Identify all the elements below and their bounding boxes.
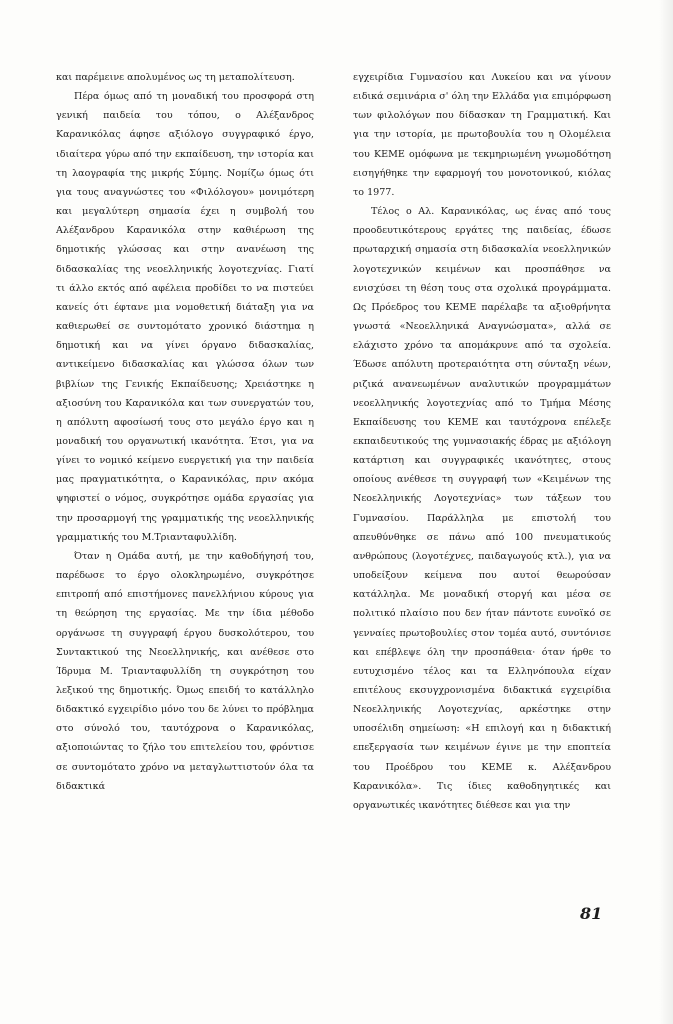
page-number: 81 bbox=[580, 904, 603, 923]
paragraph: και παρέμεινε απολυμένος ως τη μεταπολίτευση. bbox=[56, 72, 295, 83]
right-text-column bbox=[353, 68, 611, 815]
page-edge-shadow bbox=[659, 0, 673, 1024]
paragraph: εγχειρίδια Γυμνασίου και Λυκείου και να γίνουν ειδικά σεμινάρια σ' όλη την Ελλάδα για επιμόρφωση των φιλολόγων που δίδασκαν τη Γραμματική. Και για την ιστορία, με πρωτοβουλία του η Ολομέλεια του ΚΕΜΕ ομόφωνα με τεκμηριωμένη γνωμοδότηση εισηγήθηκε την εφαρμογή του μονοτονικού, κιόλας το 1977. bbox=[353, 72, 611, 198]
left-text-column bbox=[56, 68, 314, 796]
paragraph: Όταν η Ομάδα αυτή, με την καθοδήγησή του, παρέδωσε το έργο ολοκληρωμένο, συγκρότησε επιτροπή από επιστήμονες πανελλήνιου κύρους για τη θεώρηση της εργασίας. Με την ίδια μέθοδο οργάνωσε τη συγγραφή έργου δυσκολότερου, του Συντακτικού της Νεοελληνικής, και ανέθεσε στο Ίδρυμα Μ. Τριανταφυλλίδη τη συγκρότηση του λεξικού της δημοτικής. Όμως επειδή το κατάλληλο διδακτικό εγχειρίδιο μόνο του δε λύνει το πρόβλημα στο σύνολό του, ταυτόχρονα ο Καρανικόλας, αξιοποιώντας το ζήλο του επιτελείου του, φρόντισε σε συντομότατο χρόνο να μεταγλωττιστούν όλα τα διδακτικά bbox=[56, 550, 314, 792]
paragraph: Πέρα όμως από τη μοναδική του προσφορά στη γενική παιδεία του τόπου, ο Αλέξανδρος Καρανικόλας άφησε αξιόλογο συγγραφικό έργο, ιδιαίτερα γύρω από την εκπαίδευση, την ιστορία και τη λαογραφία της μικρής Σύμης. Νομίζω όμως ότι για τους αναγνώστες του «Φιλόλογου» μονιμότερη και μεγαλύτερη σημασία έχει η συμβολή του Αλέξανδρου Καρανικόλα στην καθιέρωση της δημοτικής γλώσσας και στην ανανέωση της διδασκαλίας της νεοελληνικής λογοτεχνίας. Γιατί τι άλλο εκτός από αφέλεια προδίδει το να πιστεύει κανείς ότι έφτανε μια νομοθετική διάταξη για να καθιερωθεί σε συντομότατο χρονικό διάστημα η δημοτική και να γίνει όργανο διδασκαλίας, αντικείμενο διδασκαλίας και γλώσσα όλων των βιβλίων της Γενικής Εκπαίδευσης; Χρειάστηκε η αξιοσύνη του Καρανικόλα και των συνεργατών του, η απόλυτη αφοσίωσή τους στο μεγάλο έργο και η μοναδική του οργανωτική ικανότητα. Έτσι, για να γίνει το νομικό κείμενο ευεργετική για την παιδεία μας πραγματικότητα, ο Καρανικόλας, πριν ακόμα ψηφιστεί ο νόμος, συγκρότησε ομάδα εργασίας για την προσαρμογή της γραμματικής της νεοελληνικής γραμματικής του Μ.Τριανταφυλλίδη. bbox=[56, 91, 314, 543]
paragraph: Τέλος ο Αλ. Καρανικόλας, ως ένας από τους προοδευτικότερους εργάτες της παιδείας, έδωσε πρωταρχική σημασία στη διδασκαλία νεοελληνικών λογοτεχνικών κειμένων και προσπάθησε να ενισχύσει τη θέση τους στα σχολικά προγράμματα. Ως Πρόεδρος του ΚΕΜΕ παρέλαβε τα αξιοθρήνητα γνωστά «Νεοελληνικά Αναγνώσματα», αλλά σε ελάχιστο χρόνο τα απομάκρυνε από τα σχολεία. Έδωσε απόλυτη προτεραιότητα στη σύνταξη νέων, ριζικά ανανεωμένων αναλυτικών προγραμμάτων νεοελληνικής λογοτεχνίας από το Τμήμα Μέσης Εκπαίδευσης του ΚΕΜΕ και ταυτόχρονα επέλεξε εκπαιδευτικούς της γυμνασιακής έδρας με αξιόλογη κατάρτιση και συγγραφικές ικανότητες, στους οποίους ανέθεσε τη συγγραφή των «Κειμένων της Νεοελληνικής Λογοτεχνίας» των τάξεων του Γυμνασίου. Παράλληλα με επιστολή του απευθύνθηκε σε πάνω από 100 πνευματικούς ανθρώπους (λογοτέχνες, παιδαγωγούς κτλ.), για να υποδείξουν κείμενα που αυτοί θεωρούσαν κατάλληλα. Με μοναδική στοργή και μέσα σε πολιτικό πλαίσιο που δεν ήταν πάντοτε ευνοϊκό σε γενναίες πρωτοβουλίες στον τομέα αυτό, συντόνισε και επέβλεψε όλη την προσπάθεια· όταν ήρθε το ευτυχισμένο τέλος και τα Ελληνόπουλα είχαν επιτέλους εκσυγχρονισμένα διδακτικά εγχειρίδια Νεοελληνικής Λογοτεχνίας, αρκέστηκε στην υποσέλιδη σημείωση: «Η επιλογή και η διδακτική επεξεργασία των κειμένων έγινε με την εποπτεία του Προέδρου του ΚΕΜΕ κ. Αλέξανδρου Καρανικόλα». Τις ίδιες καθοδηγητικές και οργανωτικές ικανότητες διέθεσε και για την bbox=[353, 206, 611, 811]
